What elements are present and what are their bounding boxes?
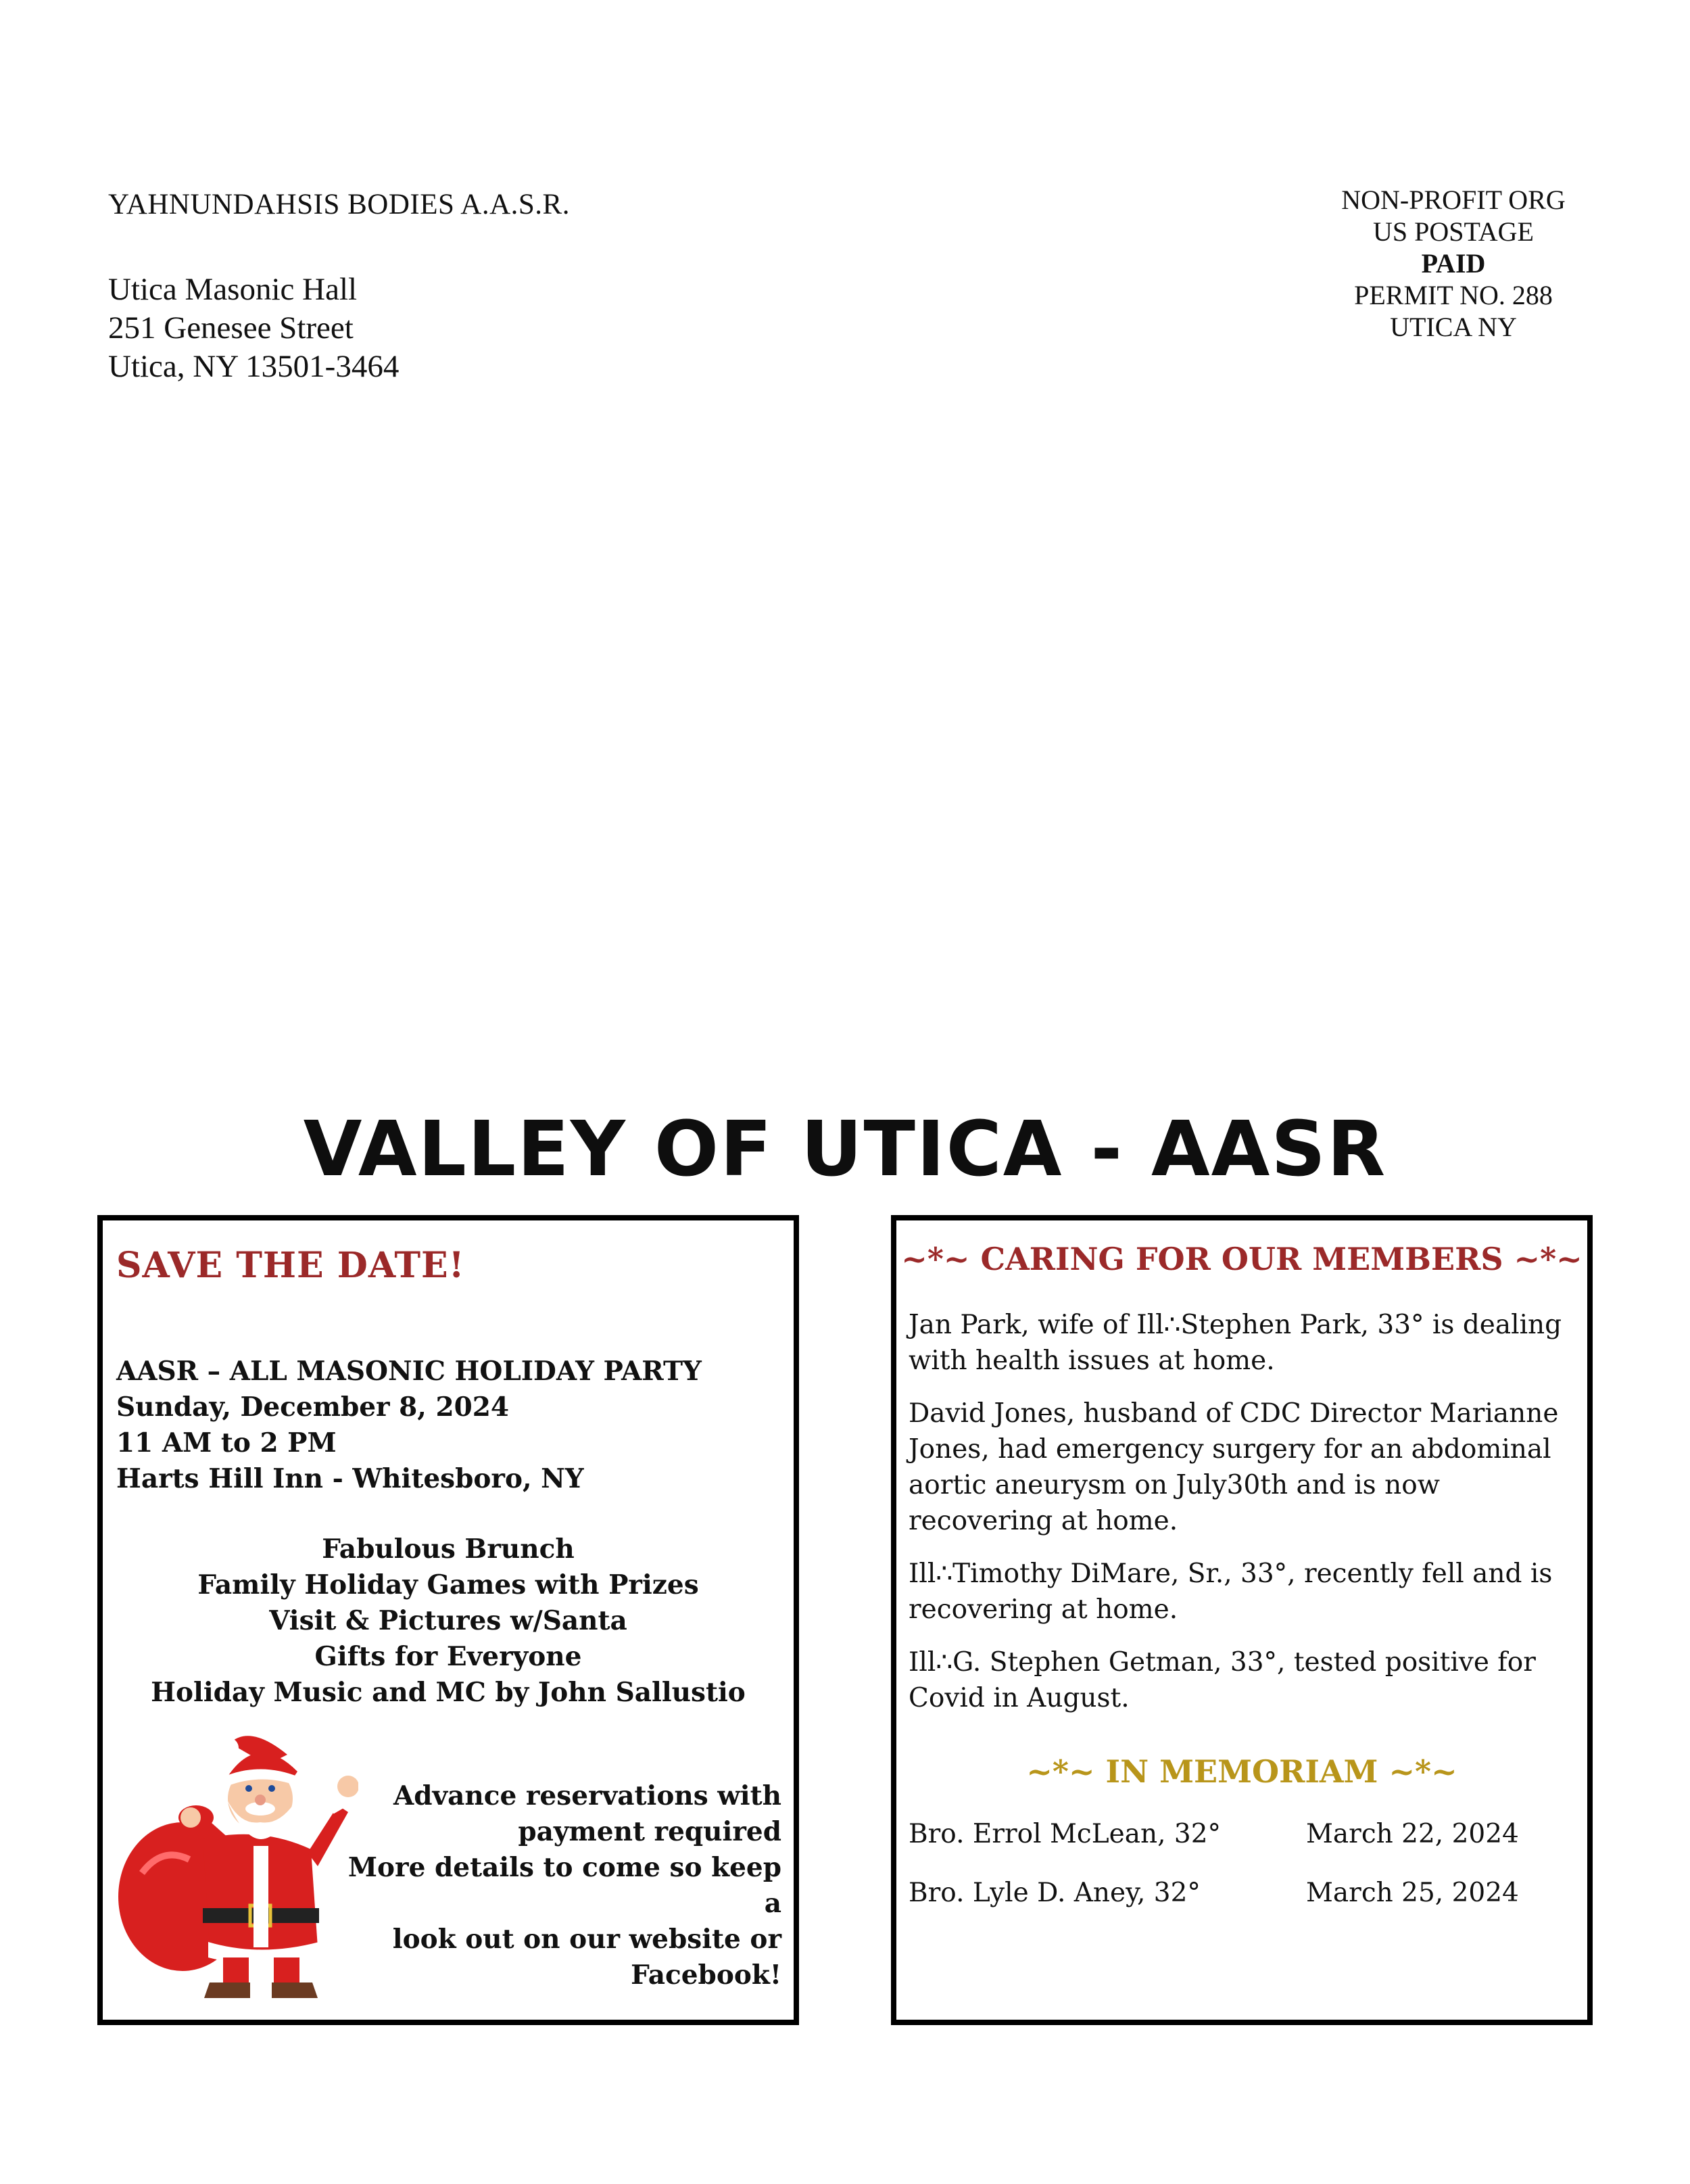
caring-item: David Jones, husband of CDC Director Marianne Jones, had emergency surgery for an abdominal aortic aneurysm on July30th and is now recovering at home. xyxy=(909,1398,1559,1536)
event-time: 11 AM to 2 PM xyxy=(116,1427,337,1458)
memoriam-name: Bro. Errol McLean, 32° xyxy=(909,1819,1222,1849)
postage-line: NON-PROFIT ORG xyxy=(1341,185,1566,215)
caring-item: Jan Park, wife of Ill∴Stephen Park, 33° is dealing with health issues at home. xyxy=(909,1310,1562,1376)
feature-item: Family Holiday Games with Prizes xyxy=(197,1569,699,1600)
return-organization: YAHNUNDAHSIS BODIES A.A.S.R. xyxy=(108,189,570,220)
caring-heading: ~*~ CARING FOR OUR MEMBERS ~*~ xyxy=(901,1241,1583,1277)
reservation-line: look out on our website or xyxy=(392,1924,781,1955)
save-the-date-box xyxy=(97,1215,799,2025)
event-venue: Harts Hill Inn - Whitesboro, NY xyxy=(116,1463,584,1494)
address-line: Utica Masonic Hall xyxy=(108,272,358,307)
postage-paid: PAID xyxy=(1421,248,1486,279)
postage-line: US POSTAGE xyxy=(1373,216,1534,247)
page-title: VALLEY OF UTICA - AASR xyxy=(303,1106,1387,1193)
memoriam-date: March 25, 2024 xyxy=(1306,1878,1519,1908)
caring-box xyxy=(891,1215,1593,2025)
santa-clipart xyxy=(115,1724,358,2008)
event-features xyxy=(103,1532,794,1711)
address-line: 251 Genesee Street xyxy=(108,310,354,346)
memoriam-name: Bro. Lyle D. Aney, 32° xyxy=(909,1878,1201,1908)
feature-item: Visit & Pictures w/Santa xyxy=(269,1605,627,1636)
reservation-line: Facebook! xyxy=(631,1960,781,1991)
reservation-line: More details to come so keep a xyxy=(347,1852,781,1919)
event-date: Sunday, December 8, 2024 xyxy=(116,1392,510,1423)
feature-item: Gifts for Everyone xyxy=(314,1641,582,1672)
memoriam-entry xyxy=(909,1819,1585,1859)
memoriam-entry xyxy=(909,1878,1585,1918)
event-details xyxy=(116,1354,702,1497)
event-name: AASR – ALL MASONIC HOLIDAY PARTY xyxy=(116,1356,702,1387)
feature-item: Holiday Music and MC by John Sallustio xyxy=(151,1677,746,1708)
reservation-line: Advance reservations with xyxy=(393,1780,781,1811)
memoriam-heading: ~*~ IN MEMORIAM ~*~ xyxy=(1026,1753,1457,1790)
save-the-date-heading: SAVE THE DATE! xyxy=(116,1245,465,1286)
reservation-line: payment required xyxy=(518,1816,781,1847)
memoriam-date: March 22, 2024 xyxy=(1306,1819,1519,1849)
reservation-note xyxy=(335,1778,781,1993)
postage-line: PERMIT NO. 288 xyxy=(1354,280,1553,310)
address-line: Utica, NY 13501-3464 xyxy=(108,349,400,384)
feature-item: Fabulous Brunch xyxy=(322,1534,575,1565)
caring-item: Ill∴G. Stephen Getman, 33°, tested positive for Covid in August. xyxy=(909,1647,1536,1713)
caring-item: Ill∴Timothy DiMare, Sr., 33°, recently fell and is recovering at home. xyxy=(909,1559,1553,1625)
postage-indicia xyxy=(1295,184,1612,343)
caring-list xyxy=(909,1307,1585,1733)
postage-line: UTICA NY xyxy=(1390,312,1517,342)
return-address xyxy=(108,270,399,386)
